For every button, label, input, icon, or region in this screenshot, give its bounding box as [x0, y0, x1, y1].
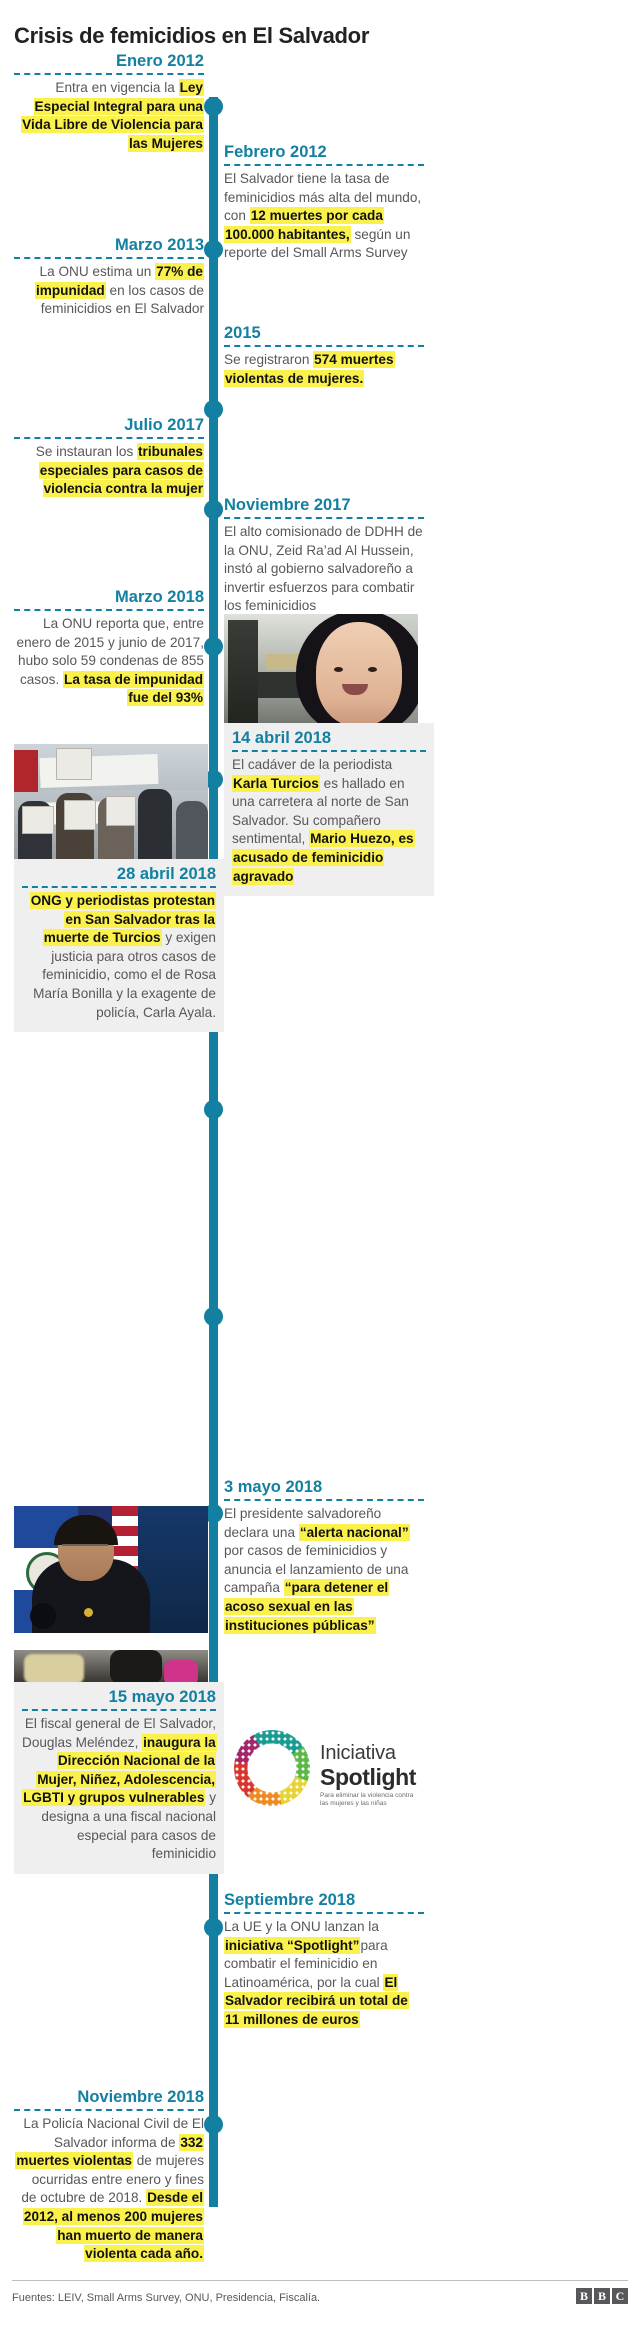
event-body-2015: Se registraron 574 muertes violentas de mujeres. — [224, 352, 394, 386]
event-noviembre-2017 — [224, 496, 424, 616]
event-body-marzo-2013: La ONU estima un 77% de impunidad en los casos de feminicidios en El Salvador — [36, 264, 204, 317]
photo-microphone — [30, 1603, 56, 1629]
source-text: Fuentes: LEIV, Small Arms Survey, ONU, Presidencia, Fiscalía. — [12, 2292, 321, 2304]
event-dash-septiembre-2018 — [224, 1912, 424, 1914]
event-14-abril-2018 — [224, 723, 434, 896]
event-marzo-2018 — [14, 588, 204, 708]
photo-eye-left — [334, 667, 343, 672]
timeline-dot-2015 — [204, 500, 223, 519]
bbc-logo-b2: B — [594, 2288, 610, 2304]
event-date-enero-2012: Enero 2012 — [115, 52, 204, 70]
event-body-enero-2012: Entra en vigencia la Ley Especial Integral para una Vida Libre de Violencia para las Mujeres — [22, 80, 203, 151]
event-dash-julio-2017 — [14, 437, 204, 439]
protest-photo — [14, 744, 208, 859]
event-date-septiembre-2018: Septiembre 2018 — [224, 1891, 356, 1909]
event-dash-28-abril-2018 — [22, 886, 216, 888]
event-body-15-mayo-2018: El fiscal general de El Salvador, Douglas Meléndez, inaugura la Dirección Nacional de la Mujer, Niñez, Adolescencia, LGBTI y grupos vulnerables y designa a una fiscal nacional especial para casos de feminicidio — [22, 1716, 216, 1862]
spotlight-ring-dots — [234, 1730, 310, 1806]
event-date-28-abril-2018: 28 abril 2018 — [116, 865, 216, 883]
event-dash-enero-2012 — [14, 73, 204, 75]
event-dash-2015 — [224, 345, 424, 347]
event-body-3-mayo-2018: El presidente salvadoreño declara una “alerta nacional” por casos de feminicidios y anuncia el lanzamiento de una campaña “para detener el acoso sexual en las instituciones públicas” — [224, 1506, 409, 1633]
event-date-febrero-2012: Febrero 2012 — [224, 143, 327, 161]
timeline-dot-14-abril-2018 — [204, 1100, 223, 1119]
bbc-logo-b1: B — [576, 2288, 592, 2304]
event-dash-3-mayo-2018 — [224, 1499, 424, 1501]
footer-divider — [12, 2280, 628, 2281]
spotlight-logo — [228, 1726, 418, 1834]
event-2015 — [224, 324, 424, 388]
photo-red-flag — [14, 750, 38, 792]
photo-region-3 — [164, 1660, 198, 1682]
event-body-noviembre-2017: El alto comisionado de DDHH de la ONU, Zeid Ra’ad Al Hussein, instó al gobierno salvadoreño a invertir esfuerzos para combatir los feminicidios — [224, 524, 423, 614]
event-body-febrero-2012: El Salvador tiene la tasa de feminicidios más alta del mundo, con 12 muertes por cada 100.000 habitantes, según un reporte del Small Arms Survey — [224, 171, 422, 261]
timeline-dot-febrero-2012 — [204, 240, 223, 259]
event-body-septiembre-2018: La UE y la ONU lanzan la iniciativa “Spotlight”para combatir el feminicidio en Latinoamérica, por la cual El Salvador recibirá un total de 11 millones de euros — [224, 1919, 408, 2027]
event-julio-2017 — [14, 416, 204, 499]
prosecutor-photo — [14, 1650, 208, 1682]
event-enero-2012 — [14, 52, 204, 153]
spotlight-word-iniciativa: Iniciativa — [320, 1742, 396, 1764]
timeline-dot-septiembre-2018 — [204, 1918, 223, 1937]
page-title: Crisis de femicidios en El Salvador — [14, 22, 370, 48]
timeline-dot-noviembre-2018 — [204, 2115, 223, 2134]
event-15-mayo-2018 — [14, 1682, 224, 1874]
event-date-14-abril-2018: 14 abril 2018 — [232, 729, 332, 747]
photo-eye-right — [368, 667, 377, 672]
event-body-noviembre-2018: La Policía Nacional Civil de El Salvador informa de 332 muertes violentas de mujeres ocurridas entre enero y fines de octubre de 2018. Desde el 2012, al menos 200 mujeres han muerto de manera violenta cada año. — [16, 2116, 204, 2262]
bbc-logo — [576, 2288, 628, 2304]
event-date-marzo-2018: Marzo 2018 — [115, 588, 204, 606]
event-body-julio-2017: Se instauran los tribunales especiales para casos de violencia contra la mujer — [35, 444, 203, 497]
event-dash-marzo-2013 — [14, 257, 204, 259]
event-marzo-2013 — [14, 236, 204, 319]
photo-victim-sign-2 — [64, 800, 96, 830]
spotlight-tagline: Para eliminar la violencia contra las mujeres y las niñas — [320, 1792, 414, 1808]
event-septiembre-2018 — [224, 1891, 424, 2030]
event-date-15-mayo-2018: 15 mayo 2018 — [108, 1688, 216, 1706]
event-date-noviembre-2017: Noviembre 2017 — [224, 496, 351, 514]
photo-victim-sign-3 — [106, 796, 136, 826]
event-dash-marzo-2018 — [14, 609, 204, 611]
event-febrero-2012 — [224, 143, 424, 263]
event-dash-noviembre-2017 — [224, 517, 424, 519]
photo-face — [316, 622, 402, 726]
event-dash-febrero-2012 — [224, 164, 424, 166]
event-date-3-mayo-2018: 3 mayo 2018 — [224, 1478, 323, 1496]
timeline-dot-28-abril-2018 — [204, 1307, 223, 1326]
event-body-14-abril-2018: El cadáver de la periodista Karla Turcios es hallado en una carretera al norte de San Salvador. Su compañero sentimental, Mario Huezo, es acusado de feminicidio agravado — [232, 757, 414, 884]
photo-door — [228, 620, 258, 724]
event-dash-14-abril-2018 — [232, 750, 426, 752]
president-photo — [14, 1506, 208, 1633]
timeline-dot-julio-2017 — [204, 637, 223, 656]
event-dash-noviembre-2018 — [14, 2109, 204, 2111]
event-body-28-abril-2018: ONG y periodistas protestan en San Salvador tras la muerte de Turcios y exigen justicia para otros casos de feminicidio, como el de Rosa María Bonilla y la exagente de policía, Carla Ayala. — [30, 893, 216, 1020]
event-3-mayo-2018 — [224, 1478, 424, 1635]
event-date-noviembre-2018: Noviembre 2018 — [77, 2088, 204, 2106]
photo-lapel-pin — [84, 1608, 93, 1617]
spotlight-word-spotlight: Spotlight — [320, 1764, 417, 1790]
event-date-julio-2017: Julio 2017 — [124, 416, 204, 434]
photo-region-1 — [24, 1654, 84, 1682]
event-28-abril-2018 — [14, 859, 224, 1032]
karla-turcios-photo — [224, 614, 418, 728]
photo-victim-sign-4 — [56, 748, 92, 780]
event-body-marzo-2018: La ONU reporta que, entre enero de 2015 y junio de 2017, hubo solo 59 condenas de 855 casos. La tasa de impunidad fue del 93% — [16, 616, 204, 706]
event-date-2015: 2015 — [224, 324, 261, 342]
photo-glasses — [62, 1544, 108, 1555]
timeline-dot-marzo-2013 — [204, 400, 223, 419]
photo-victim-sign-1 — [22, 806, 54, 834]
photo-protester-5 — [176, 801, 208, 859]
photo-region-2 — [110, 1650, 162, 1682]
bbc-logo-c: C — [612, 2288, 628, 2304]
event-noviembre-2018 — [14, 2088, 204, 2264]
timeline-dot-enero-2012 — [204, 97, 223, 116]
event-date-marzo-2013: Marzo 2013 — [115, 236, 204, 254]
event-dash-15-mayo-2018 — [22, 1709, 216, 1711]
photo-protester-4 — [138, 789, 172, 859]
